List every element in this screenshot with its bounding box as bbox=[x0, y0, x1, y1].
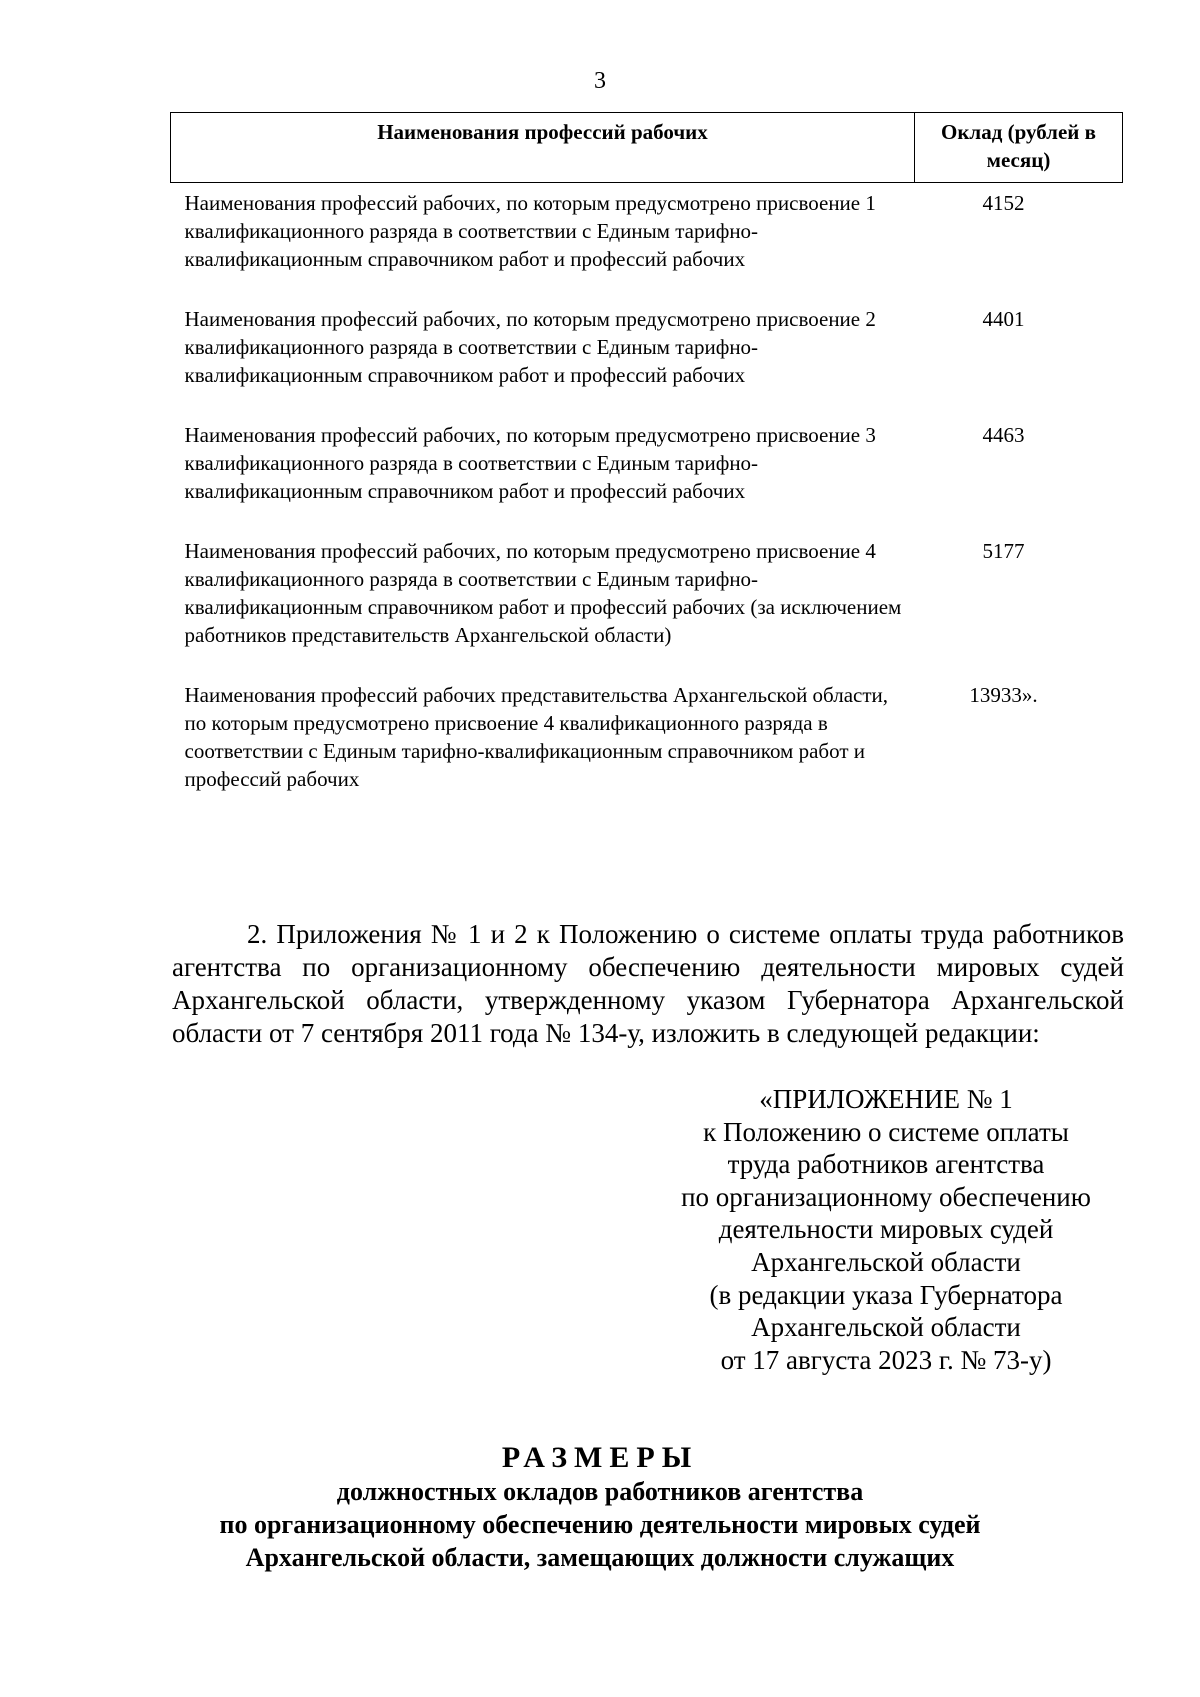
sizes-title: РАЗМЕРЫ bbox=[501, 1441, 699, 1474]
appendix-heading-block bbox=[656, 1083, 1116, 1376]
header-salary: Оклад (рублей в месяц) bbox=[915, 113, 1123, 183]
sizes-subtitle bbox=[0, 1475, 1200, 1574]
appendix-line: к Положению о системе оплаты bbox=[703, 1116, 1069, 1147]
table-row bbox=[171, 537, 1123, 681]
sizes-subtitle-line: должностных окладов работников агентства bbox=[336, 1477, 864, 1506]
sizes-subtitle-line: по организационному обеспечению деятельности мировых судей bbox=[219, 1510, 981, 1539]
salary-cell: 13933». bbox=[969, 683, 1038, 707]
salary-cell: 4463 bbox=[982, 423, 1025, 447]
table-row bbox=[171, 681, 1123, 793]
salary-cell: 4401 bbox=[982, 307, 1025, 331]
appendix-line: от 17 августа 2023 г. № 73-у) bbox=[720, 1344, 1052, 1375]
appendix-line: по организационному обеспечению bbox=[681, 1181, 1091, 1212]
table-row bbox=[171, 183, 1123, 306]
sizes-subtitle-line: Архангельской области, замещающих должности служащих bbox=[245, 1543, 955, 1572]
salary-table-container bbox=[170, 112, 1122, 793]
appendix-line: «ПРИЛОЖЕНИЕ № 1 bbox=[759, 1084, 1013, 1114]
profession-name-cell: Наименования профессий рабочих представительства Архангельской области, по которым предусмотрено присвоение 4 квалификационного разряда в соответствии с Единым тарифно-квалификационным справочником работ и профессий рабочих bbox=[184, 683, 888, 791]
appendix-line: Архангельской области bbox=[751, 1312, 1021, 1343]
amendment-paragraph: 2. Приложения № 1 и 2 к Положению о системе оплаты труда работников агентства по организационному обеспечению деятельности мировых судей Архангельской области, утвержденному указом Губернатора Архангельской области от 7 сентября 2011 года № 134-у, изложить в следующей редакции: bbox=[172, 919, 1124, 1048]
salary-cell: 5177 bbox=[982, 539, 1025, 563]
salary-table bbox=[170, 112, 1123, 793]
appendix-line: деятельности мировых судей bbox=[718, 1214, 1054, 1245]
table-body bbox=[171, 183, 1123, 794]
table-header-row bbox=[171, 113, 1123, 183]
appendix-line: труда работников агентства bbox=[727, 1149, 1045, 1180]
table-row bbox=[171, 305, 1123, 421]
profession-name-cell: Наименования профессий рабочих, по которым предусмотрено присвоение 2 квалификационного разряда в соответствии с Единым тарифно-квалификационным справочником работ и профессий рабочих bbox=[184, 307, 876, 387]
profession-name-cell: Наименования профессий рабочих, по которым предусмотрено присвоение 4 квалификационного разряда в соответствии с Единым тарифно-квалификационным справочником работ и профессий рабочих (за исключением работников представительств Архангельской области) bbox=[184, 539, 902, 647]
profession-name-cell: Наименования профессий рабочих, по которым предусмотрено присвоение 3 квалификационного разряда в соответствии с Единым тарифно-квалификационным справочником работ и профессий рабочих bbox=[184, 423, 876, 503]
appendix-line: (в редакции указа Губернатора bbox=[709, 1279, 1063, 1310]
table-row bbox=[171, 421, 1123, 537]
profession-name-cell: Наименования профессий рабочих, по которым предусмотрено присвоение 1 квалификационного разряда в соответствии с Единым тарифно-квалификационным справочником работ и профессий рабочих bbox=[184, 191, 876, 271]
header-profession-name: Наименования профессий рабочих bbox=[171, 113, 915, 183]
table-header bbox=[171, 113, 1123, 183]
page-number: 3 bbox=[594, 68, 606, 94]
salary-cell: 4152 bbox=[982, 191, 1025, 215]
appendix-line: Архангельской области bbox=[751, 1246, 1021, 1277]
